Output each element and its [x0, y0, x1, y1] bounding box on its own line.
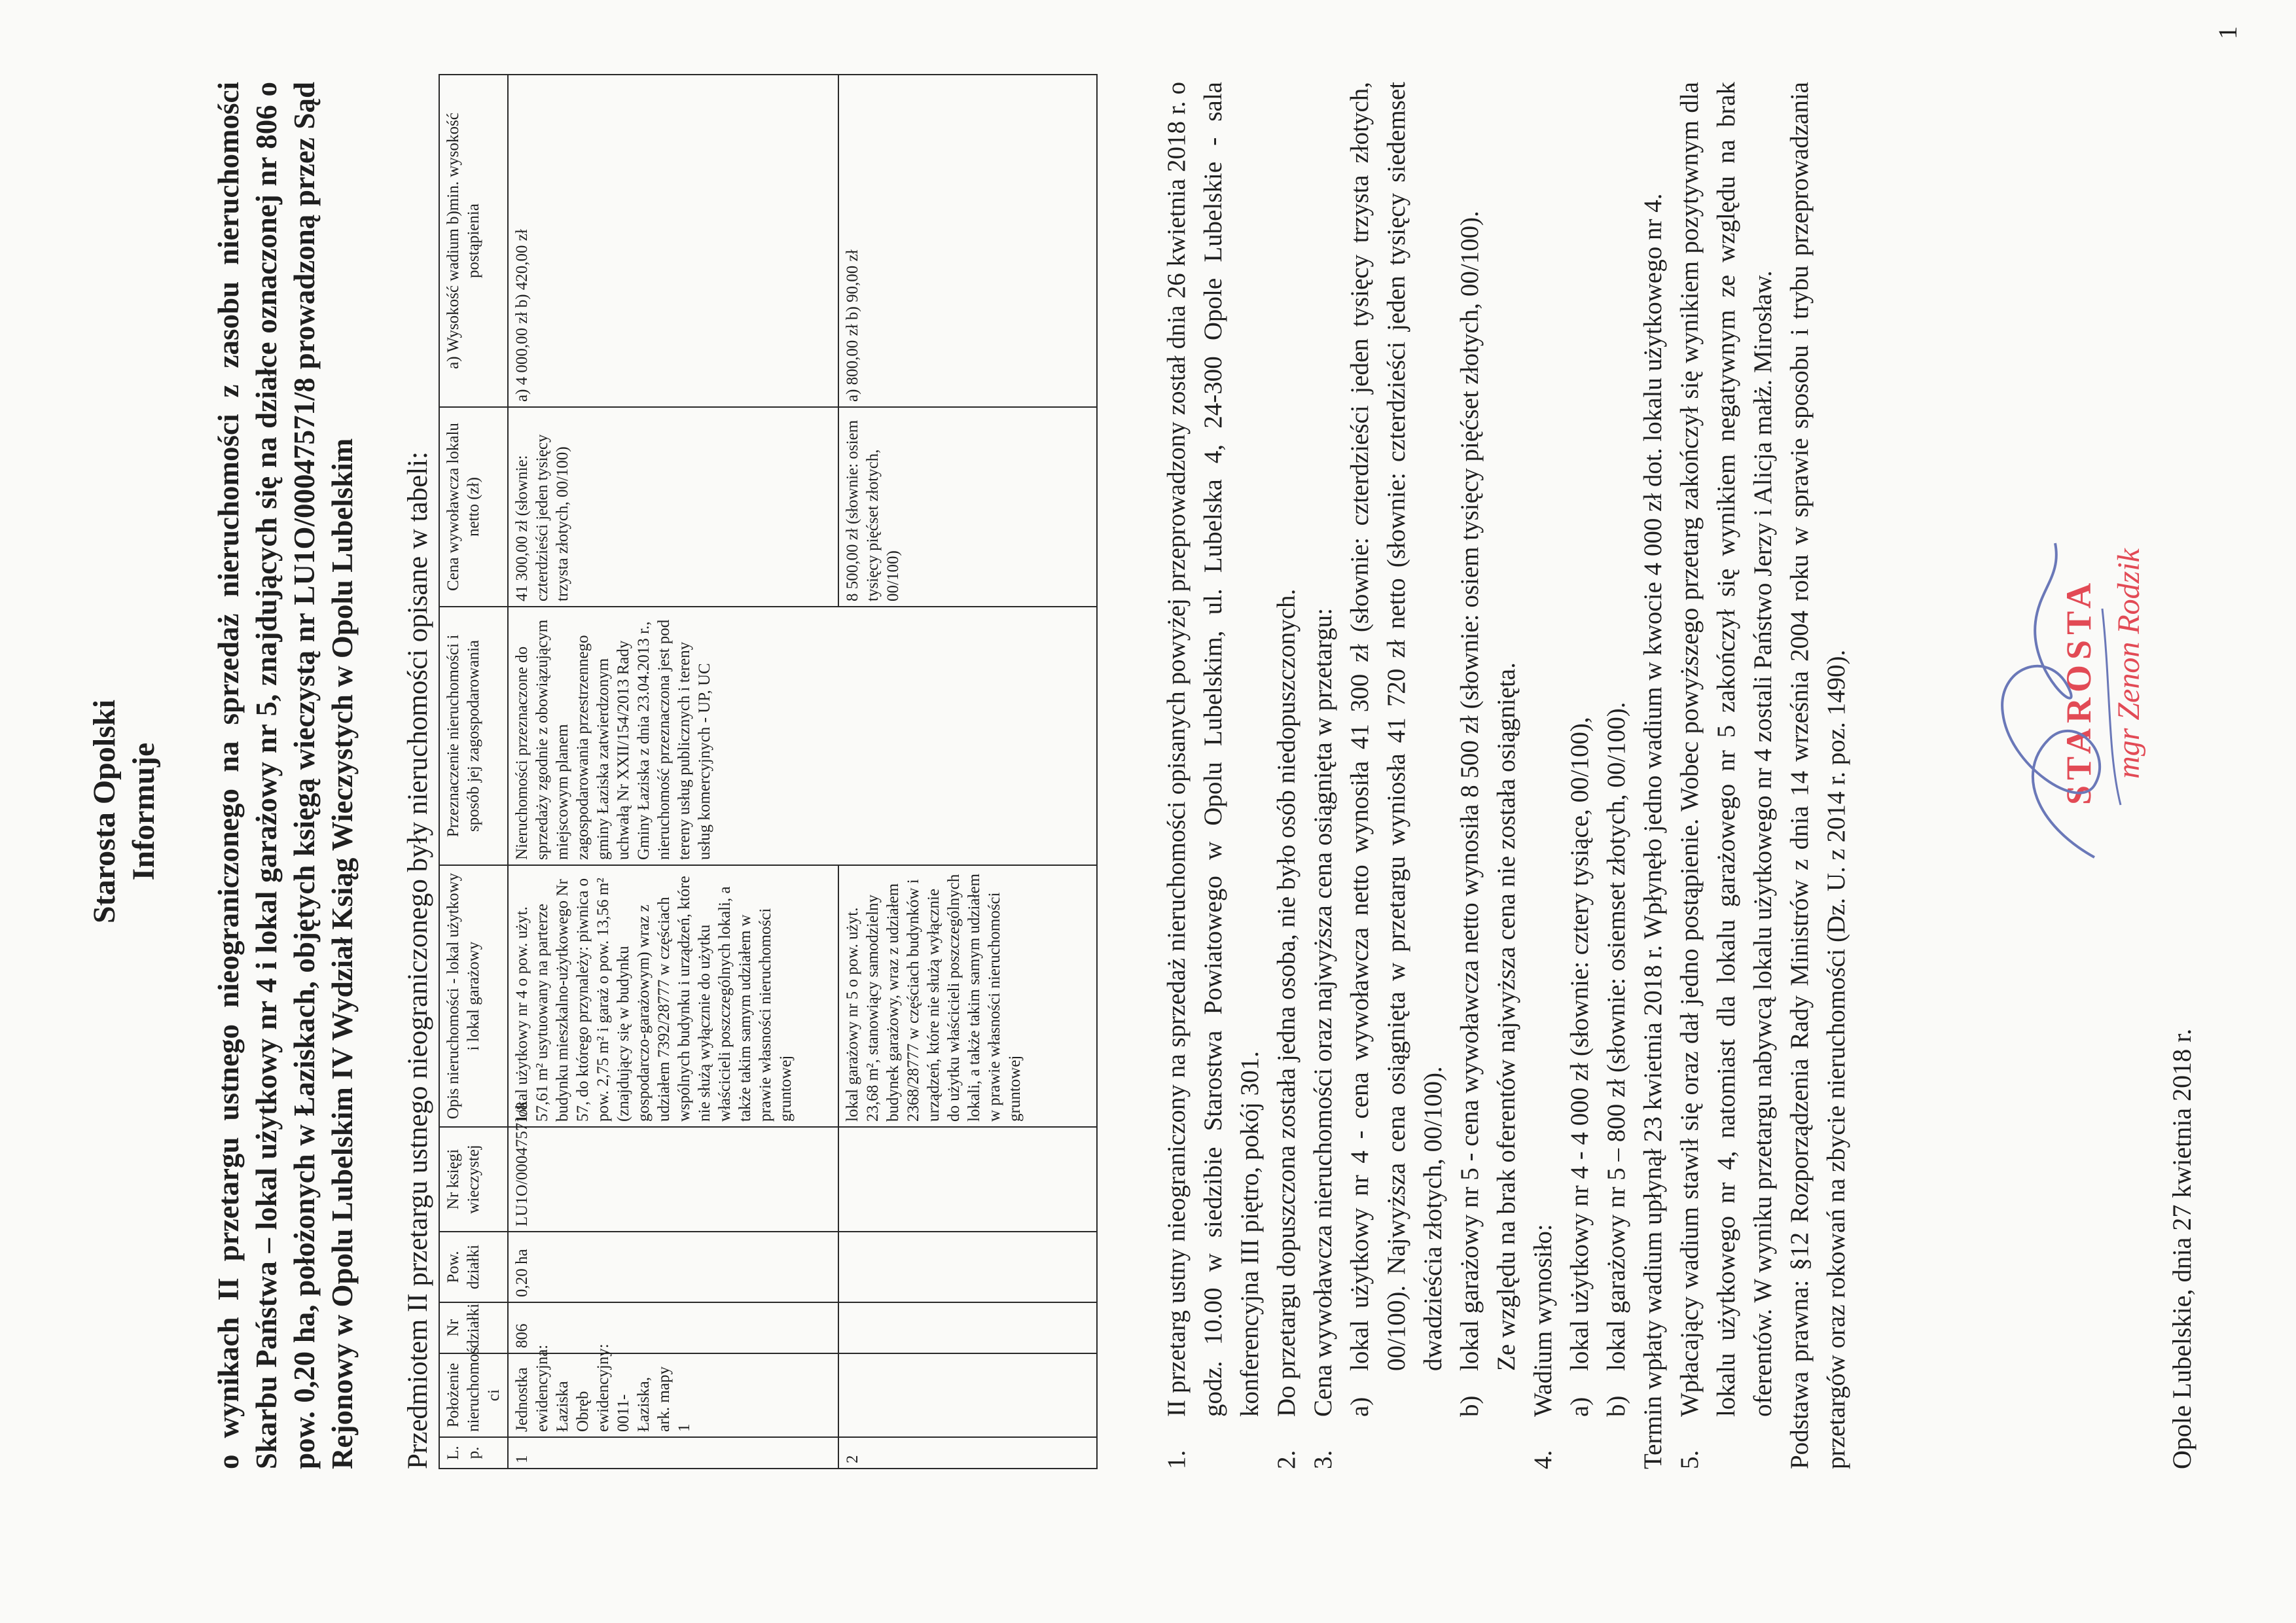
item-text: Do przetargu dopuszczona została jedna osoba, nie było osób niedopuszczonych.	[1272, 588, 1300, 1417]
deposit-term: Termin wpłaty wadium upłynął 23 kwietnia 2018 r. Wpłynęło jedno wadium w kwocie 4 000 zł dot. lokalu użytkowego nr 4.	[1639, 193, 1667, 1469]
sub-item-text: lokal użytkowy nr 4 - cena wywoławcza netto wynosiła 41 300 zł (słownie: czterdzieści jeden tysięcy trzysta złotych, 00/100). Najwyższa cena osiągnięta w przetargu wyniosła 41 720 zł netto (słownie: czterdzieści jeden tysięcy siedemset dwadzieścia złotych, 00/100).	[1346, 82, 1447, 1371]
table-caption: Przedmiotem II przetargu ustnego nieograniczonego były nieruchomości opisane w tabeli:	[403, 451, 433, 1469]
stamp-title: STAROSTA	[2059, 577, 2098, 805]
item-number: 1.	[1162, 1450, 1191, 1469]
cell-purpose: Nieruchomości przeznaczone do sprzedaży zgodnie z obowiązującym miejscowym planem zagospodarowania przestrzennego gminy Łaziska zatwierdzonym uchwałą Nr XXII/154/2013 Rady Gminy Łaziska z dnia 23.04.2013 r., nieruchomość przeznaczona jest pod tereny usług publicznych i tereny usług komercyjnych - UP, UC	[508, 607, 1097, 865]
intro-paragraph: o wynikach II przetargu ustnego nieograniczonego na sprzedaż nieruchomości z zasobu nieruchomości Skarbu Państwa – lokal użytkowy nr 4 i lokal garażowy nr 5, znajdujących się na działce oznaczonej nr 806 o pow. 0,20 ha, położonych w Łaziskach, objętych księgą wieczystą nr LU1O/00047571/8 prowadzoną przez Sąd Rejonowy w Opolu Lubelskim IV Wydział Ksiąg Wieczystych w Opolu Lubelskim	[212, 82, 359, 1469]
header-cell: Przeznaczenie nieruchomości i sposób jej zagospodarowania	[439, 607, 508, 865]
header-cell: Nr działki	[439, 1302, 508, 1353]
header-cell: Położenie nieruchomoś ci	[439, 1353, 508, 1437]
sub-item	[1342, 82, 1452, 1469]
item-text: II przetarg ustny nieograniczony na sprzedaż nieruchomości opisanych powyżej przeprowadzony został dnia 26 kwietnia 2018 r. o godz. 10.00 w siedzibie Starostwa Powiatowego w Opolu Lubelskim, ul. Lubelska 4, 24-300 Opole Lubelskie - sala konferencyjna III piętro, pokój 301.	[1162, 82, 1264, 1417]
cell-kw: LU1O/00047571/8	[508, 1127, 838, 1232]
sub-item-letter: a)	[1566, 1397, 1594, 1417]
cell-price: 8 500,00 zł (słownie: osiem tysięcy pięćset złotych, 00/100)	[838, 407, 1097, 607]
cell-description: lokal użytkowy nr 4 o pow. użyt. 57,61 m² usytuowany na parterze budynku mieszkalno-użytkowego Nr 57, do którego przynależy: piwnica o pow. 2,75 m² i garaż o pow. 13,56 m² (znajdujący się w budynku gospodarczo-garażowym) wraz z udziałem 7392/28777 w częściach wspólnych budynku i urządzeń, które nie służą wyłącznie do użytku właścicieli poszczególnych lokali, a także takim samym udziałem w prawie własności nieruchomości gruntowej	[508, 865, 838, 1127]
item-text: Wpłacający wadium stawił się oraz dał jedno postąpienie. Wobec powyższego przetarg zakończył się wynikiem pozytywnym dla lokalu użytkowego nr 4, natomiast dla lokalu garażowego nr 5 zakończył się wynikiem negatywnym ze względu na brak oferentów. W wyniku przetargu nabywcą lokalu użytkowego nr 4 zostali Państwo Jerzy i Alicja małż. Mirosław.	[1676, 82, 1777, 1417]
sub-item	[1598, 82, 1635, 1469]
sub-item-continuation: Ze względu na brak oferentów najwyższa cena nie została osiągnięta.	[1492, 662, 1520, 1371]
legal-basis: Podstawa prawna: §12 Rozporządzenia Rady Ministrów z dnia 14 września 2004 roku w sprawie sposobu i trybu przeprowadzania przetargów oraz rokowań na zbycie nieruchomości (Dz. U. z 2014 r. poz. 1490).	[1785, 82, 1850, 1469]
item-number: 5.	[1676, 1450, 1704, 1469]
item-number: 4.	[1529, 1450, 1557, 1469]
header-cell: Pow. działki	[439, 1232, 508, 1302]
header-subtitle: Informuje	[126, 742, 161, 881]
sub-item-letter: a)	[1346, 1397, 1374, 1417]
cell-deposit: a) 4 000,00 zł b) 420,00 zł	[508, 75, 838, 407]
list-item	[1305, 82, 1342, 1469]
sub-item-text: lokal garażowy nr 5 - cena wywoławcza netto wynosiła 8 500 zł (słownie: osiem tysięcy pięćset złotych, 00/100).	[1456, 211, 1484, 1371]
item-text: Cena wywoławcza nieruchomości oraz najwyższa cena osiągnięta w przetargu:	[1309, 608, 1337, 1417]
cell-deposit: a) 800,00 zł b) 90,00 zł	[838, 75, 1097, 407]
list-item	[1672, 82, 1782, 1469]
item-number: 2.	[1272, 1450, 1300, 1469]
header-title: Starosta Opolski	[87, 700, 122, 923]
cell-description: lokal garażowy nr 5 o pow. użyt. 23,68 m², stanowiący samodzielny budynek garażowy, wraz z udziałem 2368/28777 w częściach budynków i urządzeń, które nie służą wyłącznie do użytku właścicieli poszczególnych lokali, a także takim samym udziałem w prawie własności nieruchomości gruntowej	[838, 865, 1097, 1127]
item-text: Wadium wynosiło:	[1529, 1224, 1557, 1417]
signature	[1957, 517, 2153, 883]
list-item	[1268, 82, 1305, 1469]
header-cell: a) Wysokość wadium b)min. wysokość postąpienia	[439, 75, 508, 407]
item-number: 3.	[1309, 1450, 1337, 1469]
sub-item-letter: b)	[1456, 1395, 1484, 1417]
list-item	[1158, 82, 1268, 1469]
cell-empty	[838, 1353, 1097, 1437]
cell-empty	[838, 1302, 1097, 1353]
cell-price: 41 300,00 zł (słownie: czterdzieści jeden tysięcy trzysta złotych, 00/100)	[508, 407, 838, 607]
sub-item	[1562, 82, 1598, 1469]
cell-empty	[838, 1232, 1097, 1302]
stamp-name: mgr Zenon Rodzik	[2111, 548, 2146, 779]
table-header-row	[439, 75, 508, 1469]
footer-date: Opole Lubelskie, dnia 27 kwietnia 2018 r.	[2167, 1028, 2197, 1469]
cell-location: Jednostka ewidencyjna: Łaziska Obręb ewidencyjny: 0011- Łaziska, ark. mapy 1	[508, 1353, 838, 1437]
header-cell: Opis nieruchomości - lokal użytkowy i lokal garażowy	[439, 865, 508, 1127]
page-number: 1	[2213, 26, 2242, 39]
cell-lp: 1	[508, 1437, 838, 1469]
cell-parcel: 806	[508, 1302, 838, 1353]
list-item	[1525, 82, 1562, 1469]
sub-item-text: lokal użytkowy nr 4 - 4 000 zł (słownie: cztery tysiące, 00/100),	[1566, 717, 1594, 1371]
table-row	[508, 75, 838, 1469]
header-cell: Nr księgi wieczystej	[439, 1127, 508, 1232]
results-list	[1158, 82, 1855, 1469]
cell-lp: 2	[838, 1437, 1097, 1469]
sub-item-text: lokal garażowy nr 5 – 800 zł (słownie: osiemset złotych, 00/100).	[1602, 702, 1630, 1371]
header-cell: L. p.	[439, 1437, 508, 1469]
header-cell: Cena wywoławcza lokalu netto (zł)	[439, 407, 508, 607]
cell-empty	[838, 1127, 1097, 1232]
sub-item-letter: b)	[1602, 1395, 1630, 1417]
cell-area: 0,20 ha	[508, 1232, 838, 1302]
property-table	[439, 74, 1098, 1469]
sub-item	[1452, 82, 1488, 1469]
